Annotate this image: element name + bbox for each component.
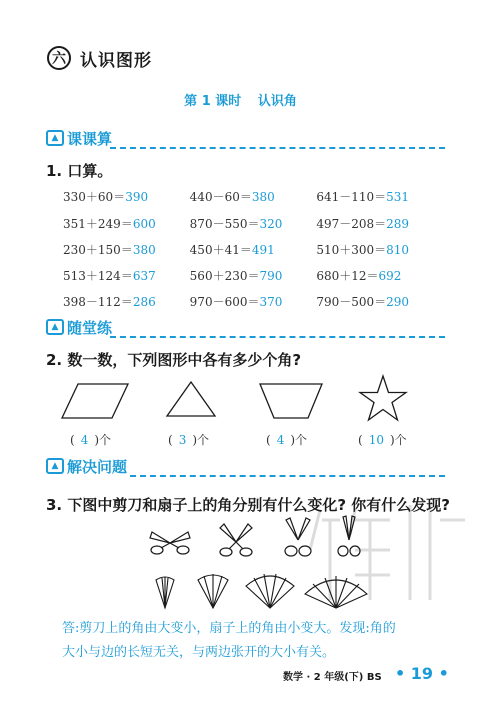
scissors-icon xyxy=(278,516,318,560)
calc-answer: 491 xyxy=(251,243,275,257)
footer-book-info: 数学 · 2 年级(下) BS xyxy=(283,672,382,683)
scissors-icon xyxy=(214,522,258,560)
scissors-icon xyxy=(148,528,192,558)
calc-expr: 450＋41＝ xyxy=(189,243,252,257)
calc-row xyxy=(63,267,443,285)
calc-row xyxy=(63,293,443,311)
calc-answer: 790 xyxy=(259,269,283,283)
calc-expr: 641－110＝ xyxy=(316,190,387,204)
graduation-cap-icon: ▲ xyxy=(46,458,64,474)
fan-icon xyxy=(303,572,369,612)
lesson-title xyxy=(0,90,481,109)
section-practice xyxy=(46,316,112,338)
calc-answer: 600 xyxy=(132,217,156,231)
star-shape xyxy=(358,374,408,424)
calc-answer: 320 xyxy=(259,217,283,231)
calc-expr: 970－600＝ xyxy=(189,295,260,309)
calc-answer: 637 xyxy=(132,269,156,283)
graduation-cap-icon: ▲ xyxy=(46,130,64,146)
fan-icon xyxy=(244,570,296,612)
calc-expr: 790－500＝ xyxy=(316,295,387,309)
answer-line-2: 大小与边的长短无关，与两边张开的大小有关。 xyxy=(62,645,336,660)
calc-answer: 370 xyxy=(259,295,283,309)
calc-answer: 692 xyxy=(378,269,402,283)
scissors-icon xyxy=(332,514,366,560)
fan-icon xyxy=(150,572,180,612)
unit-badge: 六 xyxy=(47,46,71,70)
parallelogram-shape xyxy=(60,382,130,422)
calc-expr: 398－112＝ xyxy=(63,295,133,309)
question-2-label: 2. 数一数，下列图形中各有多少个角? xyxy=(46,351,302,369)
section-solve-label: 解决问题 xyxy=(67,457,128,476)
section-practice-label: 随堂练 xyxy=(67,318,113,337)
calc-expr: 870－550＝ xyxy=(189,217,260,231)
calc-row xyxy=(63,241,443,259)
calc-expr: 560＋230＝ xyxy=(189,269,260,283)
calc-answer: 390 xyxy=(125,190,149,204)
question-1-label: 1. 口算。 xyxy=(46,162,113,180)
count-answer: 4 xyxy=(80,433,89,447)
section-divider xyxy=(110,336,445,338)
trapezoid-shape xyxy=(258,382,324,422)
count-answer-line: ( 4 )个 xyxy=(266,433,308,447)
calc-expr: 230＋150＝ xyxy=(63,243,133,257)
calc-expr: 680＋12＝ xyxy=(316,269,379,283)
calc-row xyxy=(63,215,443,233)
calc-answer: 810 xyxy=(386,243,410,257)
count-answer-line: ( 3 )个 xyxy=(168,433,210,447)
calc-expr: 330＋60＝ xyxy=(63,190,126,204)
calc-answer: 380 xyxy=(251,190,275,204)
section-solve xyxy=(46,455,127,477)
section-oral xyxy=(46,127,112,149)
answer-line-1: 答:剪刀上的角由大变小，扇子上的角由小变大。发现:角的 xyxy=(62,621,396,636)
graduation-cap-icon: ▲ xyxy=(46,319,64,335)
page-number: • 19 • xyxy=(395,664,449,683)
count-answer-line: ( 4 )个 xyxy=(70,433,112,447)
unit-title: 认识图形 xyxy=(80,51,152,71)
count-answer: 3 xyxy=(178,433,187,447)
triangle-shape xyxy=(165,380,217,420)
calc-answer: 380 xyxy=(132,243,156,257)
lesson-number: 第 1 课时 xyxy=(184,94,242,109)
section-oral-label: 课课算 xyxy=(67,129,113,148)
calc-expr: 513＋124＝ xyxy=(63,269,133,283)
count-answer: 10 xyxy=(368,433,384,447)
calc-expr: 440－60＝ xyxy=(189,190,252,204)
calc-expr: 510＋300＝ xyxy=(316,243,387,257)
fan-icon xyxy=(195,570,231,612)
section-divider xyxy=(110,147,445,149)
question-3-label: 3. 下图中剪刀和扇子上的角分别有什么变化? 你有什么发现? xyxy=(46,496,450,514)
calc-answer: 531 xyxy=(386,190,410,204)
calc-answer: 290 xyxy=(386,295,410,309)
calc-answer: 286 xyxy=(132,295,156,309)
calc-answer: 289 xyxy=(386,217,410,231)
calc-expr: 351＋249＝ xyxy=(63,217,133,231)
lesson-name: 认识角 xyxy=(257,94,297,109)
count-answer-line: ( 10 )个 xyxy=(358,433,407,447)
section-divider xyxy=(130,475,445,477)
calc-row xyxy=(63,188,443,206)
calc-expr: 497－208＝ xyxy=(316,217,387,231)
count-answer: 4 xyxy=(276,433,285,447)
